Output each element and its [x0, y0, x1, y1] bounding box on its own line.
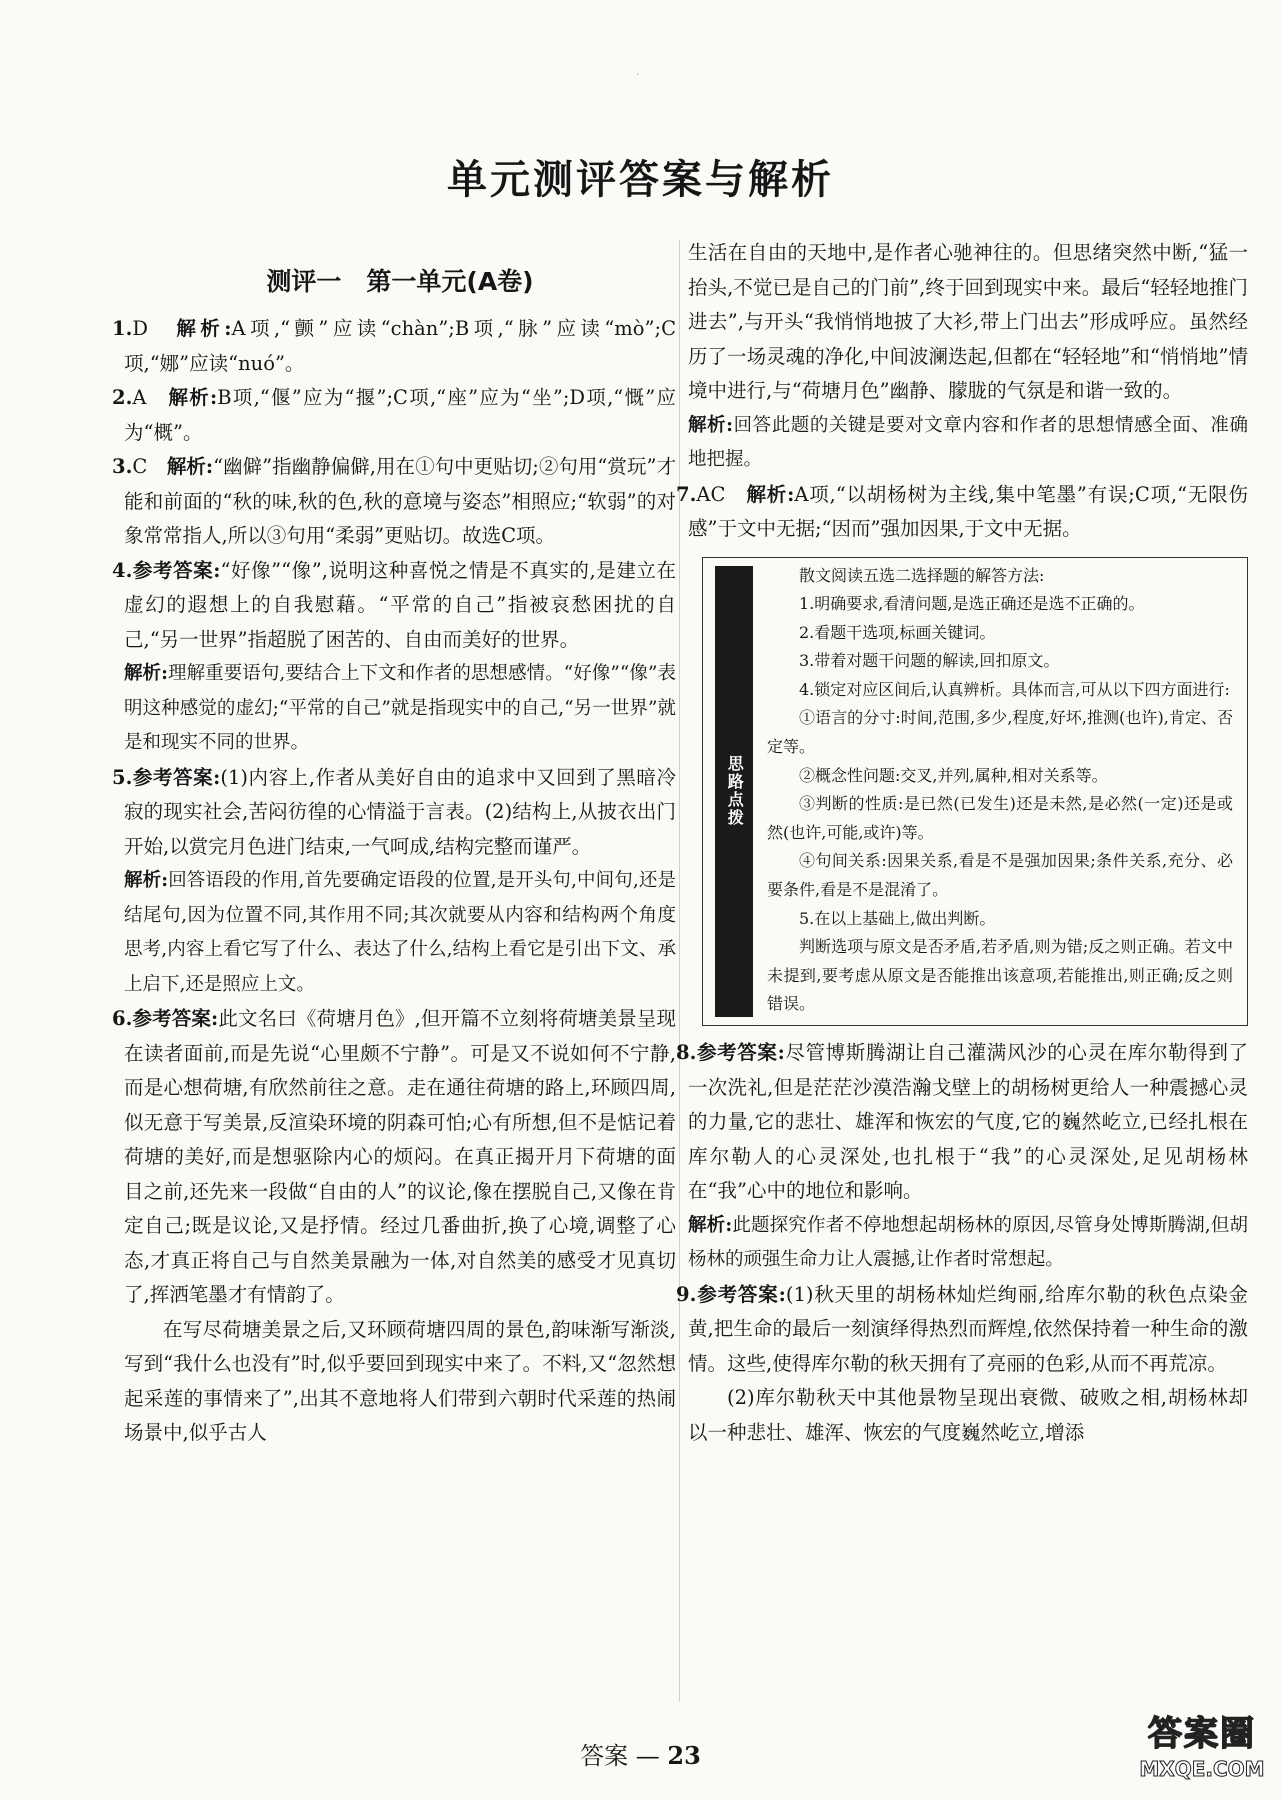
- question-3: 3.C 解析:“幽僻”指幽静偏僻,用在①句中更贴切;②句用“赏玩”才能和前面的“秋的味,秋的色,秋的意境与姿态”相照应;“软弱”的对象常常指人,所以③句用“柔弱”更贴切。故选C项。: [112, 455, 676, 547]
- question-7: 7.AC 解析:A项,“以胡杨树为主线,集中笔墨”有误;C项,“无限伤感”于文中无据;“因而”强加因果,于文中无据。: [676, 482, 1248, 540]
- q4-explanation: 解析:理解重要语句,要结合上下文和作者的思想感情。“好像”“像”表明这种感觉的虚幻;“平常的自己”就是指现实中的自己,“另一世界”就是和现实不同的世界。: [124, 663, 676, 753]
- q2-text: B项,“偃”应为“揠”;C项,“座”应为“坐”;D项,“慨”应为“概”。: [124, 386, 676, 444]
- q3-answer: C: [132, 455, 148, 478]
- footer-dash: —: [628, 1742, 668, 1770]
- tip-line: 3.带着对题干问题的解读,回扣原文。: [799, 651, 1060, 671]
- q7-text: A项,“以胡杨树为主线,集中笔墨”有误;C项,“无限伤感”于文中无据;“因而”强加因果,于文中无据。: [688, 482, 1248, 540]
- q4-text: “好像”“像”,说明这种喜悦之情是不真实的,是建立在虚幻的遐想上的自我慰藉。“平常的自己”指被哀愁困扰的自己,“另一世界”指超脱了困苦的、自由而美好的世界。: [124, 558, 676, 651]
- question-6: 6.参考答案:此文名曰《荷塘月色》,但开篇不立刻将荷塘美景呈现在读者面前,而是先说“心里颇不宁静”。可是又不说如何不宁静,而是心想荷塘,有欣然前往之意。走在通往荷塘的路上,环顾四周,似无意于写美景,反渲染环境的阴森可怕;心有所想,但不是惦记着荷塘的美好,而是想驱除内心的烦闷。在真正揭开月下荷塘的面目之前,还先来一段做“自由的人”的议论,像在摆脱自己,又像在肯定自己;既是议论,又是抒情。经过几番曲折,换了心境,调整了心态,才真正将自己与自然美景融为一体,对自然美的感受才见真切了,挥洒笔墨才有情韵了。: [112, 1007, 676, 1306]
- section-title: 测评一 第一单元(A卷): [266, 267, 534, 296]
- q8-exp-text: 此题探究作者不停地想起胡杨林的原因,尽管身处博斯腾湖,但胡杨林的顽强生命力让人震撼,让作者时常想起。: [688, 1214, 1248, 1270]
- q8-label: 参考答案: [696, 1041, 778, 1064]
- q1-label: 解析: [176, 317, 225, 340]
- q7-number: 7.: [676, 482, 697, 506]
- tip-box: [702, 557, 1248, 1027]
- watermark-text: 答案圈: [1148, 1714, 1256, 1754]
- tip-line: 判断选项与原文是否矛盾,若矛盾,则为错;反之则正确。若文中未提到,要考虑从原文是否能推出该意项,若能推出,则正确;反之则错误。: [767, 937, 1233, 1014]
- tip-line: 5.在以上基础上,做出判断。: [799, 908, 996, 928]
- q5-label: 参考答案: [132, 765, 214, 789]
- q6-number: 6.: [112, 1007, 133, 1030]
- q4-number: 4.: [112, 558, 133, 582]
- q9-text-1: (1)秋天里的胡杨林灿烂绚丽,给库尔勒的秋色点染金黄,把生命的最后一刻演绎得热烈而辉煌,依然保持着一种生命的激情。这些,使得库尔勒的秋天拥有了亮丽的色彩,从而不再荒凉。: [688, 1282, 1248, 1375]
- tip-line: 2.看题干选项,标画关键词。: [799, 622, 996, 642]
- column-divider: [679, 240, 680, 1702]
- top-mark: ·: [636, 70, 640, 81]
- tip-line: ①语言的分寸:时间,范围,多少,程度,好坏,推测(也许),肯定、否定等。: [767, 708, 1233, 757]
- watermark-logo: [1128, 1712, 1276, 1794]
- q9-text-2: (2)库尔勒秋天中其他景物呈现出衰微、破败之相,胡杨林却以一种悲壮、雄浑、恢宏的气度巍然屹立,增添: [688, 1386, 1248, 1444]
- q6-exp-label: 解析: [688, 414, 727, 436]
- q8-text: 尽管博斯腾湖让自己灌满风沙的心灵在库尔勒得到了一次洗礼,但是茫茫沙漠浩瀚戈壁上的胡杨树更给人一种震撼心灵的力量,它的悲壮、雄浑和恢宏的气度,它的巍然屹立,已经扎根在库尔勒人的心灵深处,也扎根于“我”的心灵深处,足见胡杨林在“我”心中的地位和影响。: [688, 1041, 1248, 1202]
- question-2: 2.A 解析:B项,“偃”应为“揠”;C项,“座”应为“坐”;D项,“慨”应为“概”。: [112, 386, 676, 444]
- question-5: 5.参考答案:(1)内容上,作者从美好自由的追求中又回到了黑暗冷寂的现实社会,苦闷彷徨的心情溢于言表。(2)结构上,从披衣出门开始,以赏完月色进门结束,一气呵成,结构完整而谨严。: [112, 765, 676, 858]
- tip-tab: [715, 566, 753, 1018]
- q9-label: 参考答案: [696, 1282, 779, 1306]
- q1-text: A项,“颤”应读“chàn”;B项,“脉”应读“mò”;C项,“娜”应读“nuó”。: [124, 317, 676, 375]
- q4-exp-text: 理解重要语句,要结合上下文和作者的思想感情。“好像”“像”表明这种感觉的虚幻;“平常的自己”就是指现实中的自己,“另一世界”就是和现实不同的世界。: [124, 663, 676, 753]
- q1-answer: D: [132, 317, 148, 340]
- tip-line: ②概念性问题:交叉,并列,属种,相对关系等。: [799, 765, 1108, 785]
- question-8: 8.参考答案:尽管博斯腾湖让自己灌满风沙的心灵在库尔勒得到了一次洗礼,但是茫茫沙漠浩瀚戈壁上的胡杨树更给人一种震撼心灵的力量,它的悲壮、雄浑和恢宏的气度,它的巍然屹立,已经扎根在库尔勒人的心灵深处,也扎根于“我”的心灵深处,足见胡杨林在“我”心中的地位和影响。: [676, 1041, 1248, 1202]
- tip-tab-label: 思路点拨: [725, 755, 745, 828]
- right-column: [676, 236, 1248, 1450]
- q2-answer: A: [132, 386, 147, 409]
- q6-continued: 生活在自由的天地中,是作者心驰神往的。但思绪突然中断,“猛一抬头,不觉已是自己的门前”,终于回到现实中来。最后“轻轻地推门进去”,与开头“我悄悄地披了大衫,带上门出去”形成呼应。虽然经历了一场灵魂的净化,中间波澜迭起,但都在“轻轻地”和“悄悄地”情境中进行,与“荷塘月色”幽静、朦胧的气氛是和谐一致的。: [688, 241, 1248, 402]
- tip-line: 1.明确要求,看清问题,是选正确还是选不正确的。: [799, 594, 1145, 614]
- page-number: 23: [667, 1741, 701, 1770]
- tip-line: 4.锁定对应区间后,认真辨析。具体而言,可从以下四方面进行:: [799, 679, 1230, 699]
- q4-label: 参考答案: [132, 558, 214, 582]
- tip-line: ④句间关系:因果关系,看是不是强加因果;条件关系,充分、必要条件,看是不是混淆了。: [767, 851, 1233, 900]
- q5-explanation: 解析:回答语段的作用,首先要确定语段的位置,是开头句,中间句,还是结尾句,因为位置不同,其作用不同;其次就要从内容和结构两个角度思考,内容上看它写了什么、表达了什么,结构上看它是引出下文、承上启下,还是照应上文。: [124, 870, 676, 995]
- q5-exp-label: 解析: [124, 870, 162, 891]
- q1-number: 1.: [112, 317, 133, 340]
- q3-number: 3.: [112, 455, 133, 478]
- q9-number: 9.: [676, 1282, 697, 1306]
- q5-exp-text: 回答语段的作用,首先要确定语段的位置,是开头句,中间句,还是结尾句,因为位置不同,其作用不同;其次就要从内容和结构两个角度思考,内容上看它写了什么、表达了什么,结构上看它是引出下文、承上启下,还是照应上文。: [124, 870, 676, 995]
- q6-exp-text: 回答此题的关键是要对文章内容和作者的思想情感全面、准确地把握。: [688, 414, 1248, 470]
- q3-label: 解析: [166, 455, 206, 478]
- footer-label: 答案: [580, 1742, 629, 1770]
- question-9: 9.参考答案:(1)秋天里的胡杨林灿烂绚丽,给库尔勒的秋色点染金黄,把生命的最后一刻演绎得热烈而辉煌,依然保持着一种生命的激情。这些,使得库尔勒的秋天拥有了亮丽的色彩,从而不再荒凉。: [676, 1282, 1248, 1375]
- q6-paragraph-2: 在写尽荷塘美景之后,又环顾荷塘四周的景色,韵味渐写渐淡,写到“我什么也没有”时,似乎要回到现实中来了。不料,又“忽然想起采莲的事情来了”,出其不意地将人们带到六朝时代采莲的热闹场景中,似乎古人: [124, 1317, 676, 1444]
- q6-text: 此文名曰《荷塘月色》,但开篇不立刻将荷塘美景呈现在读者面前,而是先说“心里颇不宁静”。可是又不说如何不宁静,而是心想荷塘,有欣然前往之意。走在通往荷塘的路上,环顾四周,似无意于写美景,反渲染环境的阴森可怕;心有所想,但不是惦记着荷塘的美好,而是想驱除内心的烦闷。在真正揭开月下荷塘的面目之前,还先来一段做“自由的人”的议论,像在摆脱自己,又像在肯定自己;既是议论,又是抒情。经过几番曲折,换了心境,调整了心态,才真正将自己与自然美景融为一体,对自然美的感受才见真切了,挥洒笔墨才有情韵了。: [124, 1007, 676, 1306]
- q5-text-2: (2)结构上,从披衣出门开始,以赏完月色进门结束,一气呵成,结构完整而谨严。: [124, 800, 676, 858]
- q6-label: 参考答案: [132, 1007, 212, 1030]
- watermark-url: MXQE.COM: [1139, 1757, 1265, 1781]
- page-title: 单元测评答案与解析: [447, 157, 834, 203]
- question-1: 1.D 解析:A项,“颤”应读“chàn”;B项,“脉”应读“mò”;C项,“娜”应读“nuó”。: [112, 317, 676, 375]
- q8-number: 8.: [676, 1041, 697, 1064]
- q3-text: “幽僻”指幽静偏僻,用在①句中更贴切;②句用“赏玩”才能和前面的“秋的味,秋的色,秋的意境与姿态”相照应;“软弱”的对象常常指人,所以③句用“柔弱”更贴切。故选C项。: [124, 455, 676, 547]
- q4-exp-label: 解析: [124, 663, 162, 684]
- q5-number: 5.: [112, 765, 133, 789]
- tip-line: ③判断的性质:是已然(已发生)还是未然,是必然(一定)还是或然(也许,可能,或许)等。: [767, 794, 1233, 842]
- q6-explanation: 解析:回答此题的关键是要对文章内容和作者的思想情感全面、准确地把握。: [688, 414, 1248, 470]
- q8-exp-label: 解析: [688, 1214, 726, 1236]
- q2-label: 解析: [168, 386, 211, 409]
- page-footer: [0, 1736, 1281, 1771]
- q7-label: 解析: [746, 482, 788, 506]
- question-4: 4.参考答案:“好像”“像”,说明这种喜悦之情是不真实的,是建立在虚幻的遐想上的自我慰藉。“平常的自己”指被哀愁困扰的自己,“另一世界”指超脱了困苦的、自由而美好的世界。: [112, 558, 676, 651]
- q7-answer: AC: [696, 482, 726, 506]
- tip-line: 散文阅读五选二选择题的解答方法:: [799, 565, 1045, 585]
- q8-explanation: 解析:此题探究作者不停地想起胡杨林的原因,尽管身处博斯腾湖,但胡杨林的顽强生命力让人震撼,让作者时常想起。: [688, 1214, 1248, 1270]
- q5-text-1: (1)内容上,作者从美好自由的追求中又回到了黑暗冷寂的现实社会,苦闷彷徨的心情溢于言表。: [124, 765, 676, 823]
- q2-number: 2.: [112, 386, 133, 409]
- left-column: [112, 238, 676, 1451]
